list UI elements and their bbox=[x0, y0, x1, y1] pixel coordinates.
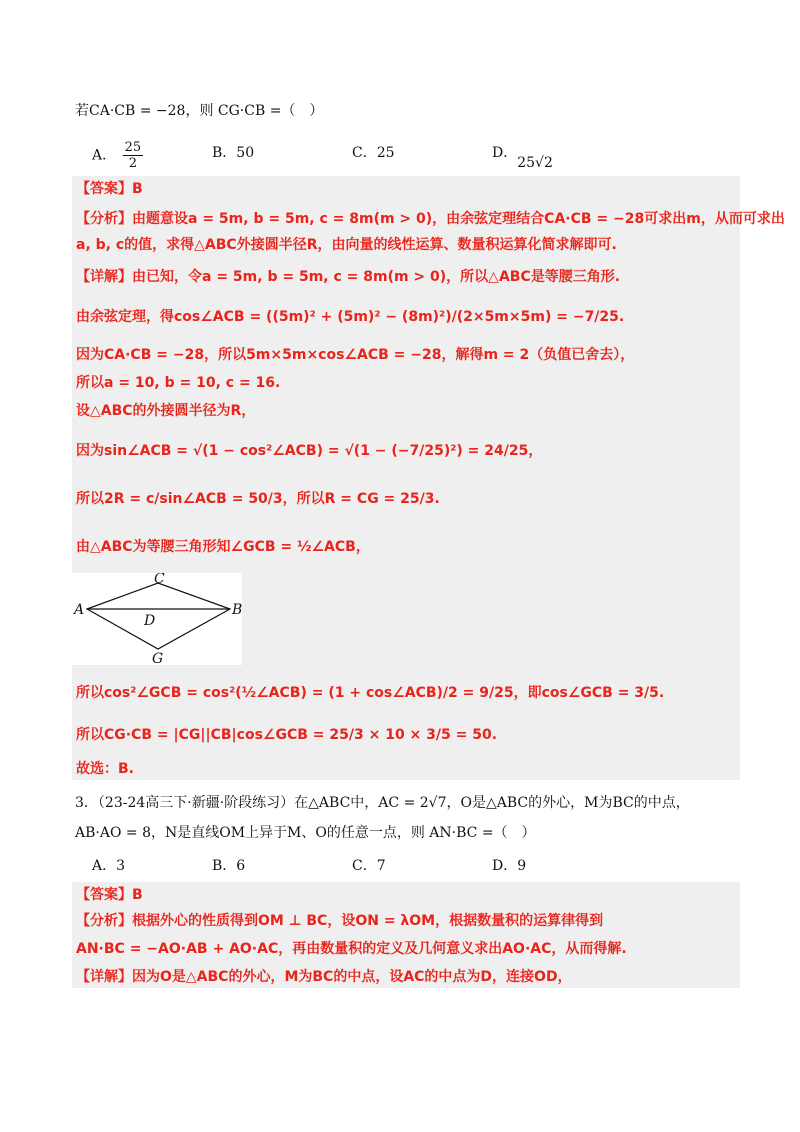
q3-option-b-label: B． bbox=[212, 858, 237, 874]
question-3-line-1: 3．（23-24高三下·新疆·阶段练习）在△ABC中，AC = 2√7，O是△ABC的外心，M为BC的中点， bbox=[75, 795, 690, 811]
option-d bbox=[492, 143, 553, 171]
answer-label: 【答案】B bbox=[76, 181, 143, 197]
q3-option-a-value: 3 bbox=[116, 858, 126, 874]
label-d: D bbox=[144, 613, 156, 629]
label-c: C bbox=[154, 573, 165, 587]
detail-line-10: 所以CG·CB = |CG||CB|cos∠GCB = 25/3 × 10 × 3/5 = 50. bbox=[76, 727, 498, 743]
label-a: A bbox=[74, 602, 85, 618]
rhombus-diagram bbox=[72, 573, 242, 665]
question-2-stem: 若CA·CB = −28，则 CG·CB =（ ） bbox=[75, 103, 324, 119]
q3-option-a bbox=[92, 856, 125, 876]
option-a bbox=[92, 140, 145, 171]
detail-line-1: 【详解】由已知，令a = 5m, b = 5m, c = 8m(m > 0)，所以△ABC是等腰三角形. bbox=[76, 269, 621, 285]
q3-analysis-line-2: AN·BC = −AO·AB + AO·AC，再由数量积的定义及几何意义求出AO·AC，从而得解. bbox=[76, 941, 627, 957]
conclusion: 故选：B. bbox=[76, 761, 134, 777]
analysis-line-1: 【分析】由题意设a = 5m, b = 5m, c = 8m(m > 0)，由余弦定理结合CA·CB = −28可求出m，从而可求出 bbox=[76, 211, 785, 227]
detail-line-8: 由△ABC为等腰三角形知∠GCB = ½∠ACB， bbox=[76, 539, 370, 555]
detail-line-3: 因为CA·CB = −28，所以5m×5m×cos∠ACB = −28，解得m = 2（负值已舍去）， bbox=[76, 347, 635, 363]
solution-panel-q2 bbox=[72, 176, 785, 780]
detail-line-6: 因为sin∠ACB = √(1 − cos²∠ACB) = √(1 − (−7/25)²) = 24/25， bbox=[76, 443, 543, 459]
q3-option-a-label: A． bbox=[92, 858, 117, 874]
question-3-line-2: AB·AO = 8，N是直线OM上异于M、O的任意一点，则 AN·BC =（ ） bbox=[75, 825, 536, 841]
q3-option-d-label: D． bbox=[492, 858, 518, 874]
detail-line-9: 所以cos²∠GCB = cos²(½∠ACB) = (1 + cos∠ACB)/2 = 9/25，即cos∠GCB = 3/5. bbox=[76, 685, 665, 701]
option-d-label: D． bbox=[492, 145, 518, 161]
option-d-value: 25√2 bbox=[517, 155, 553, 171]
option-a-label: A． bbox=[92, 147, 117, 164]
q3-option-b bbox=[212, 856, 245, 876]
option-c-label: C． bbox=[352, 145, 377, 161]
option-b-label: B． bbox=[212, 145, 237, 161]
rhombus-figure bbox=[72, 573, 242, 665]
detail-line-2: 由余弦定理，得cos∠ACB = ((5m)² + (5m)² − (8m)²)/(2×5m×5m) = −7/25. bbox=[76, 309, 625, 325]
q3-option-d bbox=[492, 856, 526, 876]
label-b: B bbox=[232, 602, 242, 618]
solution-panel-q3 bbox=[72, 882, 740, 988]
option-a-value: $\frac{25}{2}$ bbox=[124, 140, 142, 171]
q3-analysis-line-1: 【分析】根据外心的性质得到OM ⊥ BC，设ON = λOM，根据数量积的运算律得到 bbox=[76, 913, 604, 929]
option-b-value: 50 bbox=[236, 145, 255, 161]
q3-option-c-value: 7 bbox=[376, 858, 386, 874]
detail-line-4: 所以a = 10, b = 10, c = 16. bbox=[76, 375, 281, 391]
label-g: G bbox=[152, 651, 164, 665]
detail-line-7: 所以2R = c/sin∠ACB = 50/3，所以R = CG = 25/3. bbox=[76, 491, 440, 507]
option-c bbox=[352, 143, 395, 163]
q3-answer-label: 【答案】B bbox=[76, 887, 143, 903]
detail-line-5: 设△ABC的外接圆半径为R， bbox=[76, 403, 256, 419]
option-b bbox=[212, 143, 254, 163]
option-c-value: 25 bbox=[376, 145, 395, 161]
q3-detail-line-1: 【详解】因为O是△ABC的外心，M为BC的中点，设AC的中点为D，连接OD， bbox=[76, 969, 572, 985]
q3-option-b-value: 6 bbox=[236, 858, 246, 874]
q3-option-d-value: 9 bbox=[517, 858, 527, 874]
q3-option-c bbox=[352, 856, 386, 876]
analysis-line-2: a, b, c的值，求得△ABC外接圆半径R，由向量的线性运算、数量积运算化简求解即可. bbox=[76, 237, 617, 253]
q3-option-c-label: C． bbox=[352, 858, 377, 874]
